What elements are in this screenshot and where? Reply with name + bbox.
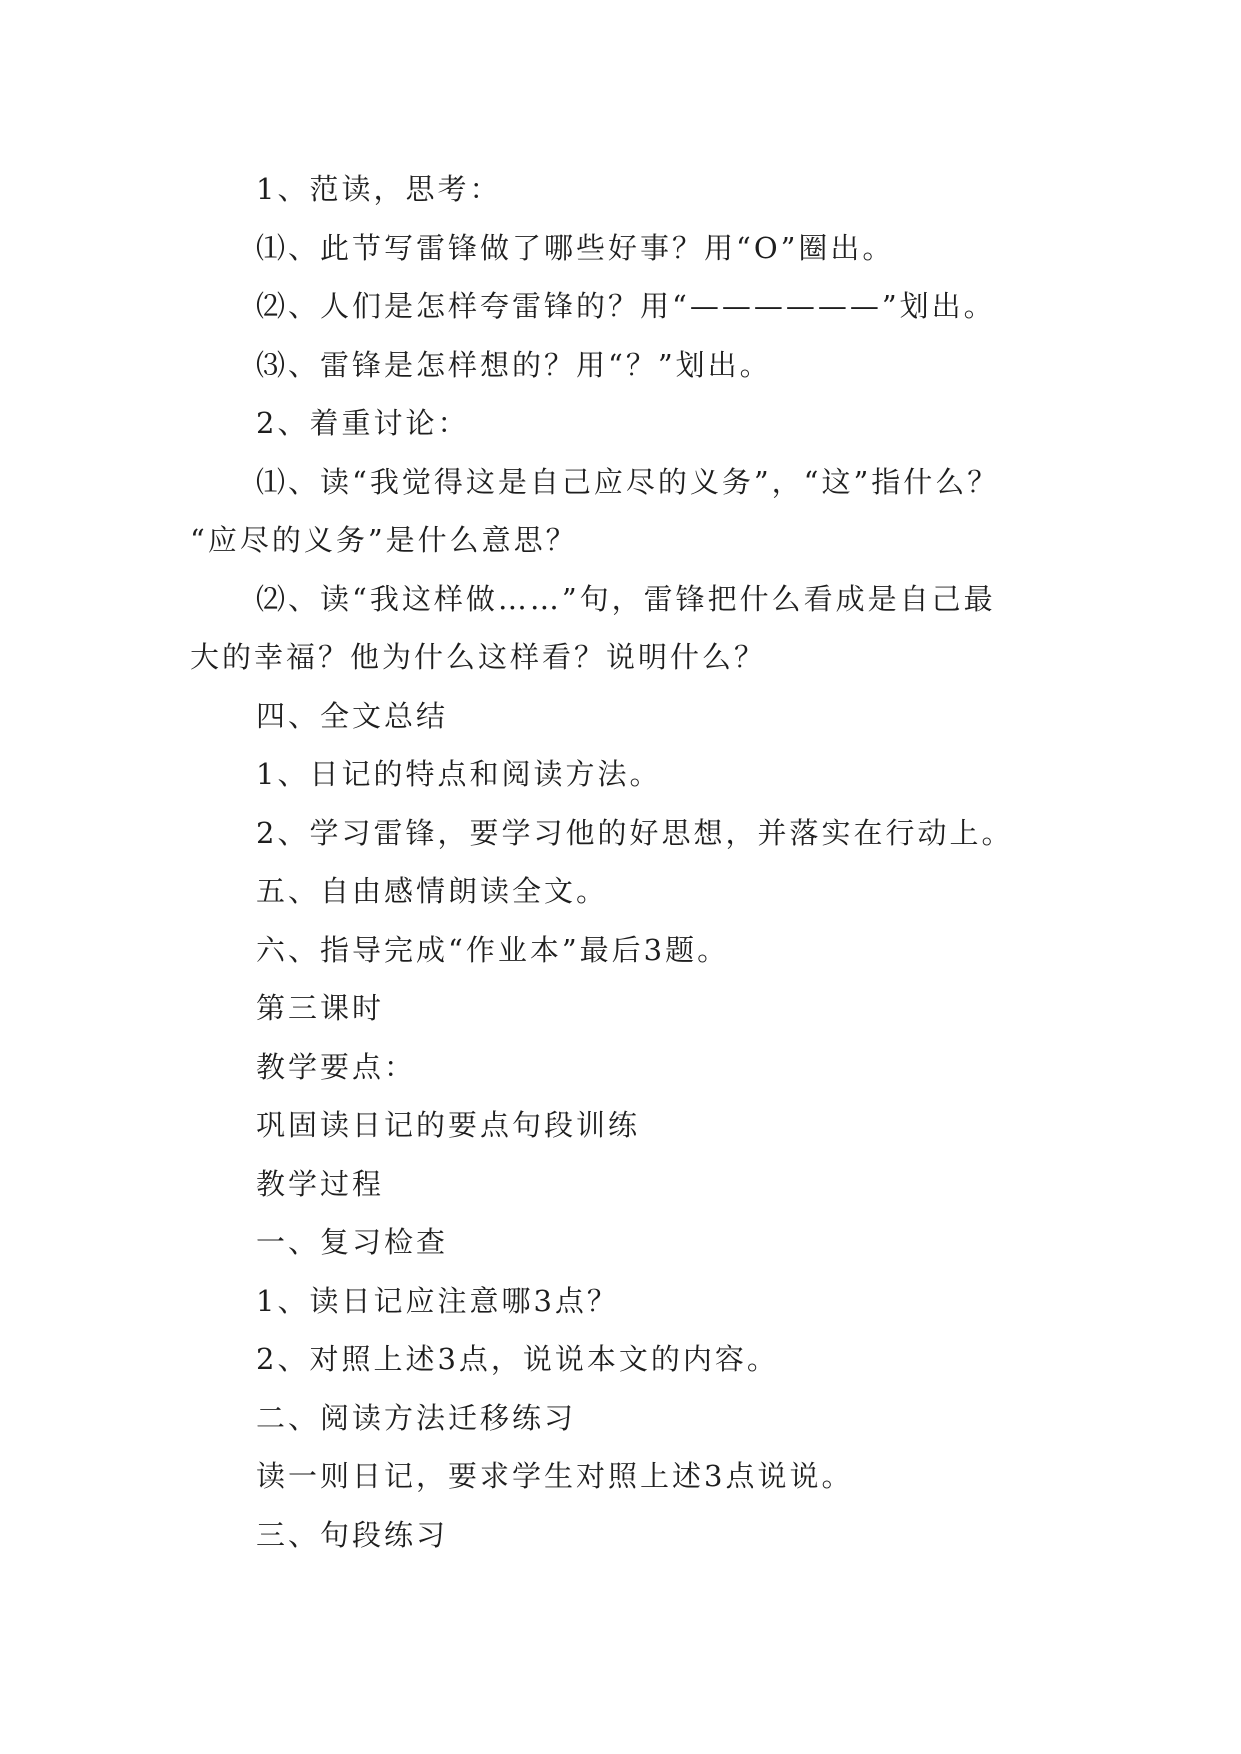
text-line: 1、读日记应注意哪3点？ — [256, 1283, 619, 1318]
text-line: ⑴、读“我觉得这是自己应尽的义务”，“这”指什么？ — [256, 464, 1000, 499]
section-heading: 六、指导完成“作业本”最后3题。 — [256, 932, 730, 967]
lesson-heading: 第三课时 — [256, 991, 385, 1025]
section-heading: 一、复习检查 — [256, 1225, 449, 1259]
text-line: 2、对照上述3点，说说本文的内容。 — [256, 1342, 779, 1376]
text-line: 巩固读日记的要点句段训练 — [256, 1108, 641, 1142]
text-line: ⑶、雷锋是怎样想的？用“？”划出。 — [256, 347, 772, 382]
text-line: 教学过程 — [256, 1166, 385, 1201]
section-heading: 四、全文总结 — [256, 698, 449, 733]
text-line: 读一则日记，要求学生对照上述3点说说。 — [256, 1459, 854, 1493]
text-line: ⑵、读“我这样做……”句，雷锋把什么看成是自己最 — [256, 581, 996, 616]
text-line-continuation: “应尽的义务”是什么意思？ — [190, 523, 578, 557]
text-line: 教学要点： — [256, 1049, 417, 1084]
text-line: 1、范读，思考： — [256, 172, 502, 206]
text-line: 2、着重讨论： — [256, 406, 470, 440]
text-line: ⑵、人们是怎样夸雷锋的？用“——————”划出。 — [256, 289, 996, 323]
section-heading: 二、阅读方法迁移练习 — [256, 1400, 577, 1435]
text-line: 1、日记的特点和阅读方法。 — [256, 757, 662, 791]
document-body — [190, 160, 1070, 1564]
text-line: 2、学习雷锋，要学习他的好思想，并落实在行动上。 — [256, 815, 1014, 850]
section-heading: 五、自由感情朗读全文。 — [256, 874, 609, 908]
text-line-continuation: 大的幸福？他为什么这样看？说明什么？ — [190, 640, 767, 674]
section-heading: 三、句段练习 — [256, 1517, 449, 1552]
text-line: ⑴、此节写雷锋做了哪些好事？用“O”圈出。 — [256, 230, 895, 265]
